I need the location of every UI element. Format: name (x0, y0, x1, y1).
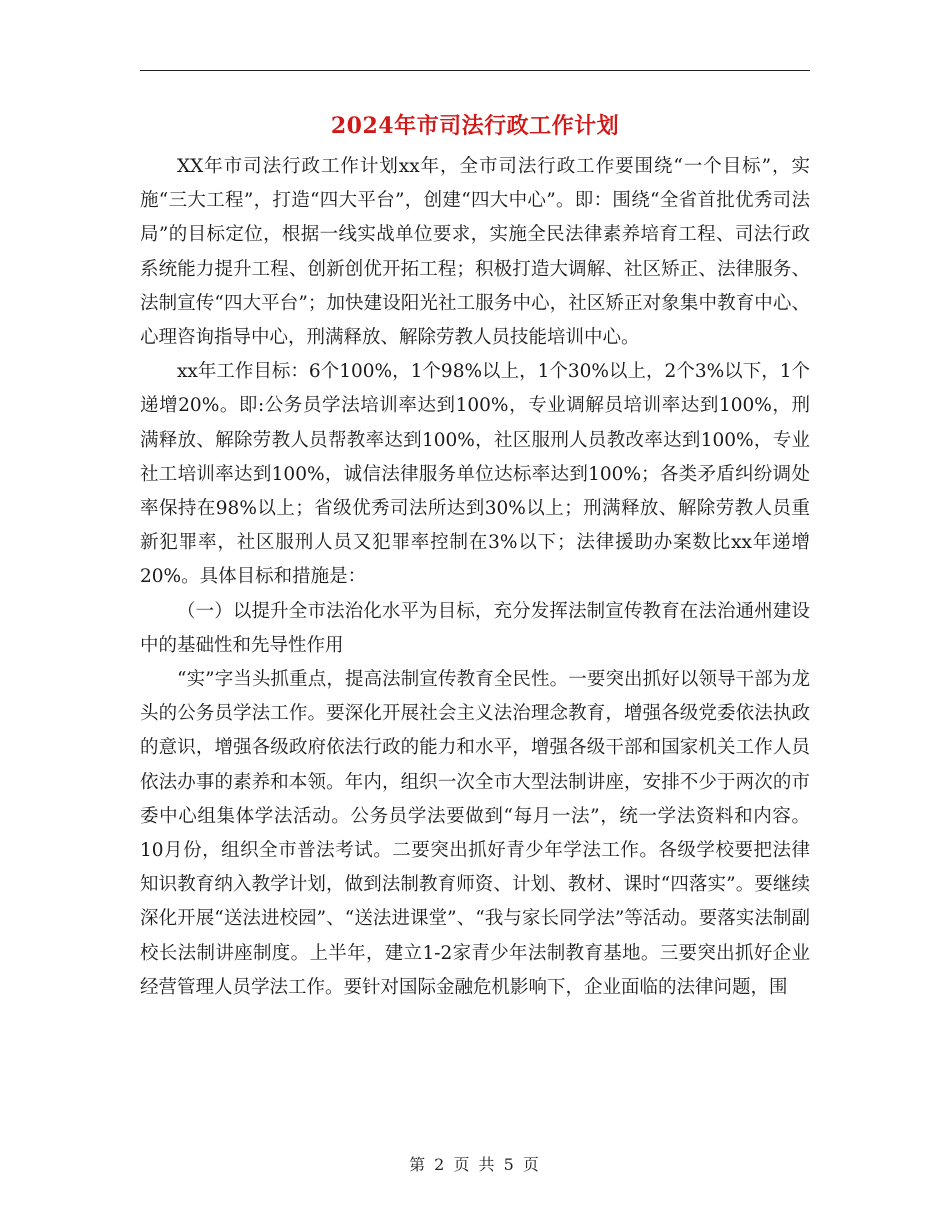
paragraph-section-1: “实”字当头抓重点，提高法制宣传教育全民性。一要突出抓好以领导干部为龙头的公务员学法工作。要深化开展社会主义法治理念教育，增强各级党委依法执政的意识，增强各级政府依法行政的能力和水平，增强各级干部和国家机关工作人员依法办事的素养和本领。年内，组织一次全市大型法制讲座，安排不少于两次的市委中心组集体学法活动。公务员学法要做到“每月一法”，统一学法资料和内容。10月份，组织全市普法考试。二要突出抓好青少年学法工作。各级学校要把法律知识教育纳入教学计划，做到法制教育师资、计划、教材、课时“四落实”。要继续深化开展“送法进校园”、“送法进课堂”、“我与家长同学法”等活动。要落实法制副校长法制讲座制度。上半年，建立1-2家青少年法制教育基地。三要突出抓好企业经营管理人员学法工作。要针对国际金融危机影响下，企业面临的法律问题，围 (140, 669, 810, 998)
document-title: 2024年市司法行政工作计划 (330, 113, 620, 139)
header-divider (140, 70, 810, 71)
document-body (140, 150, 810, 1005)
page-number-footer: 第 2 页 共 5 页 (409, 1155, 541, 1174)
section-heading-1: （一）以提升全市法治化水平为目标，充分发挥法制宣传教育在法治通州建设中的基础性和先导性作用 (140, 600, 810, 656)
paragraph-targets: xx年工作目标：6个100%，1个98%以上，1个30%以上，2个3%以下，1个递增20%。即:公务员学法培训率达到100%，专业调解员培训率达到100%，刑满释放、解除劳教人员帮教率达到100%，社区服刑人员教改率达到100%，专业社工培训率达到100%，诚信法律服务单位达标率达到100%；各类矛盾纠纷调处率保持在98%以上；省级优秀司法所达到30%以上；刑满释放、解除劳教人员重新犯罪率，社区服刑人员又犯罪率控制在3%以下；法律援助办案数比xx年递增20%。具体目标和措施是： (140, 361, 810, 588)
paragraph-intro: XX年市司法行政工作计划xx年，全市司法行政工作要围绕“一个目标”，实施“三大工程”，打造“四大平台”，创建“四大中心”。即：围绕“全省首批优秀司法局”的目标定位，根据一线实战单位要求，实施全民法律素养培育工程、司法行政系统能力提升工程、创新创优开拓工程；积极打造大调解、社区矫正、法律服务、法制宣传“四大平台”；加快建设阳光社工服务中心，社区矫正对象集中教育中心、心理咨询指导中心，刑满释放、解除劳教人员技能培训中心。 (140, 156, 810, 349)
